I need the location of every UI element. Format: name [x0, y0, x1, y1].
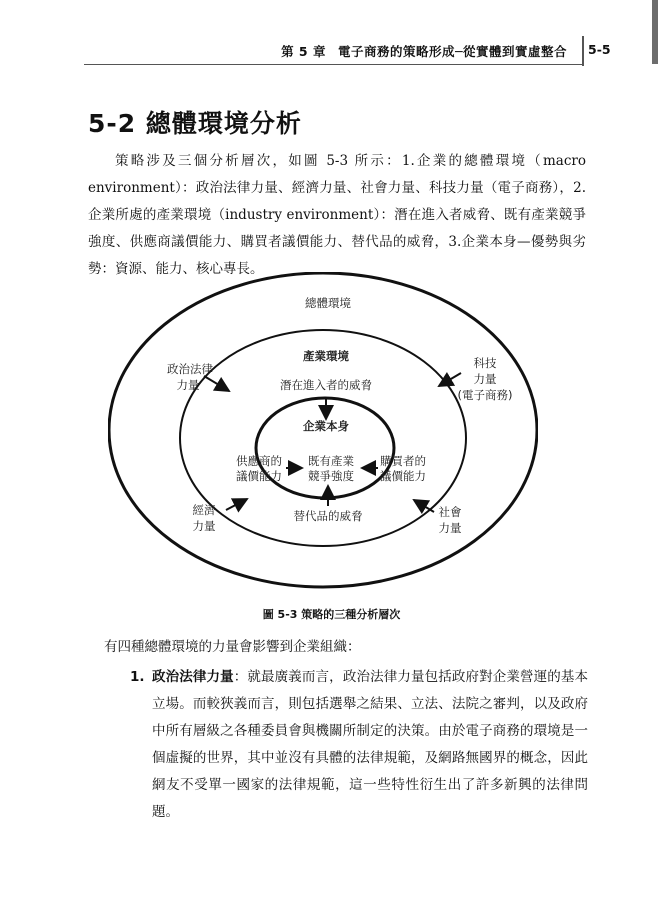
header-chapter: 第 5 章 [281, 44, 326, 59]
list-number: 1. [130, 669, 145, 685]
page-number: 5-5 [588, 42, 611, 57]
economic-line-1: 經濟 [192, 503, 216, 517]
suppliers-line-2: 議價能力 [236, 469, 282, 483]
political-line-1: 政治法律 [167, 362, 213, 376]
buyers-line-1: 購買者的 [380, 454, 426, 468]
intro-paragraph: 策略涉及三個分析層次，如圖 5-3 所示：1.企業的總體環境（macro environment）：政治法律力量、經濟力量、社會力量、科技力量（電子商務），2.企業所處的產業環境（industry environment）：潛在進入者威脅、既有產業競爭強度、供應商議價能力、購買者議價能力、替代品的威脅，3.企業本身—優勢與劣勢：資源、能力、核心專長。 [88, 153, 586, 277]
social-line-2: 力量 [438, 521, 462, 535]
running-header [0, 0, 663, 74]
lead-paragraph: 有四種總體環境的力量會影響到企業組織： [104, 639, 361, 655]
middle-label: 產業環境 [303, 349, 349, 363]
rivalry-line-2: 競爭強度 [308, 469, 354, 483]
social-line-1: 社會 [438, 505, 462, 519]
inner-label: 企業本身 [303, 419, 349, 433]
list-body [152, 664, 588, 826]
social-arrow [414, 500, 434, 512]
list-text: ：就最廣義而言，政治法律力量包括政府對企業營運的基本立場。而較狹義而言，則包括選舉之結果、立法、法院之審判，以及政府中所有層級之各種委員會與機關所制定的決策。由於電子商務的環境是一個虛擬的世界，其中並沒有具體的法律規範，及網路無國界的概念，因此網友不受單一國家的法律規範，這一些特性衍生出了許多新興的法律問題。 [152, 669, 589, 820]
rivalry-line-1: 既有產業 [308, 454, 354, 468]
tech-line-1: 科技 [473, 356, 497, 370]
strategy-levels-diagram [108, 272, 538, 592]
section-title: 5-2 總體環境分析 [88, 109, 302, 138]
substitutes-label: 替代品的威脅 [293, 509, 363, 523]
header-chapter-title: 電子商務的策略形成─從實體到實虛整合 [337, 44, 567, 59]
political-line-2: 力量 [176, 378, 200, 392]
figure-caption: 圖 5-3 策略的三種分析層次 [262, 608, 401, 621]
header-divider [582, 36, 584, 66]
outer-label: 總體環境 [305, 296, 351, 310]
tech-line-3: (電子商務) [457, 388, 513, 402]
header-title [281, 42, 567, 60]
tech-line-2: 力量 [473, 372, 497, 386]
buyers-line-2: 議價能力 [380, 469, 426, 483]
political-arrow [204, 376, 229, 391]
economic-line-2: 力量 [192, 519, 216, 533]
suppliers-line-1: 供應商的 [236, 454, 282, 468]
entrants-label: 潛在進入者的威脅 [280, 378, 372, 392]
header-rule [84, 64, 582, 65]
economic-arrow [226, 499, 247, 510]
list-term: 政治法律力量 [152, 669, 234, 685]
